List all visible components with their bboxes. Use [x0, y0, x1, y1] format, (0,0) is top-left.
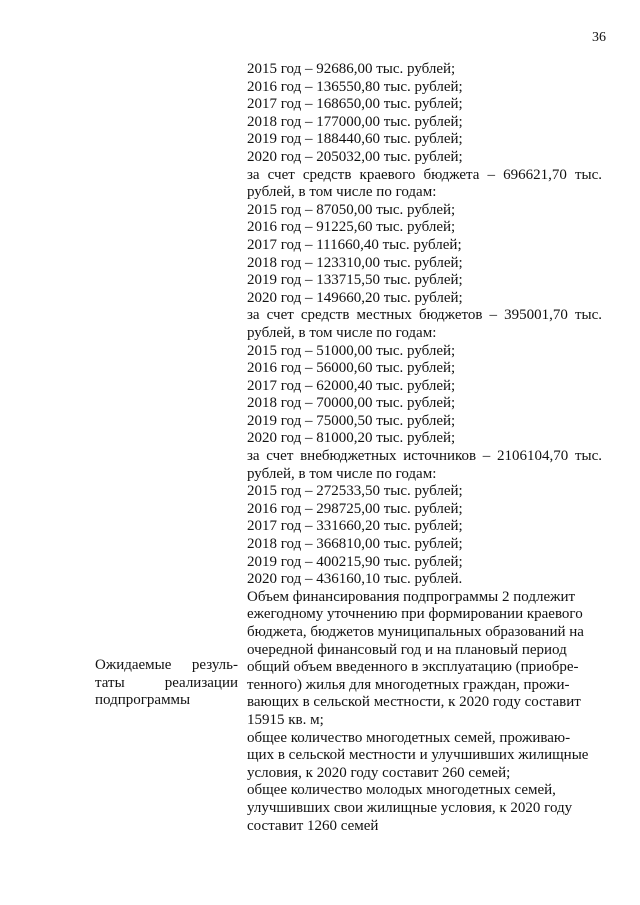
regional-2017: 2017 год – 111660,40 тыс. рублей; [247, 236, 462, 253]
result-housing-area-line-4: 15915 кв. м; [247, 711, 324, 728]
local-2016: 2016 год – 56000,60 тыс. рублей; [247, 360, 456, 377]
expected-results-label-line-1 [95, 657, 238, 675]
local-2018: 2018 год – 70000,00 тыс. рублей; [247, 395, 456, 412]
total-funding-by-year [247, 61, 602, 167]
result-housing-area [247, 659, 602, 729]
extra-2017: 2017 год – 331660,20 тыс. рублей; [247, 518, 463, 535]
page-number: 36 [592, 30, 606, 45]
regional-budget-funding [247, 167, 602, 308]
result-large-families-line-3: условия, к 2020 году составит 260 семей; [247, 764, 511, 781]
local-2019: 2019 год – 75000,50 тыс. рублей; [247, 412, 456, 429]
extra-budget-header-1: за счет внебюджетных источников – 2106104,70 тыс. [247, 448, 602, 465]
extra-2020: 2020 год – 436160,10 тыс. рублей. [247, 571, 463, 588]
result-large-families [247, 730, 602, 783]
total-2018: 2018 год – 177000,00 тыс. рублей; [247, 113, 463, 130]
result-young-families-line-2: улучшивших свои жилищные условия, к 2020 году [247, 799, 573, 816]
result-young-families [247, 782, 602, 835]
expected-results-content [247, 659, 602, 835]
extra-2019: 2019 год – 400215,90 тыс. рублей; [247, 553, 463, 570]
result-housing-area-line-3: вающих в сельской местности, к 2020 году составит [247, 694, 581, 711]
local-2020: 2020 год – 81000,20 тыс. рублей; [247, 430, 456, 447]
total-2016: 2016 год – 136550,80 тыс. рублей; [247, 78, 463, 95]
local-2015: 2015 год – 51000,00 тыс. рублей; [247, 342, 456, 359]
result-housing-area-line-2: тенного) жилья для многодетных граждан, прожи- [247, 676, 570, 693]
funding-note-line-3: бюджета, бюджетов муниципальных образований на [247, 624, 584, 640]
regional-2020: 2020 год – 149660,20 тыс. рублей; [247, 289, 463, 306]
result-large-families-line-1: общее количество многодетных семей, проживаю- [247, 729, 571, 746]
label-word: реализации [164, 674, 238, 691]
regional-2015: 2015 год – 87050,00 тыс. рублей; [247, 201, 456, 218]
funding-note-line-2: ежегодному уточнению при формировании краевого [247, 606, 583, 623]
extra-2015: 2015 год – 272533,50 тыс. рублей; [247, 483, 463, 500]
result-housing-area-line-1: общий объем введенного в эксплуатацию (приобре- [247, 659, 579, 676]
label-word: резуль- [191, 657, 238, 673]
regional-budget-header-2: рублей, в том числе по годам: [247, 184, 437, 201]
extra-2016: 2016 год – 298725,00 тыс. рублей; [247, 500, 463, 517]
extra-budget-funding [247, 448, 602, 589]
local-budget-funding [247, 307, 602, 448]
funding-note-line-4: очередной финансовый год и на плановый период [247, 641, 567, 658]
label-word: Ожидаемые [95, 657, 172, 673]
total-2015: 2015 год – 92686,00 тыс. рублей; [247, 61, 456, 77]
result-large-families-line-2: щих в сельской местности и улучшивших жилищные [247, 747, 589, 764]
expected-results-label [95, 657, 238, 710]
funding-note [247, 589, 602, 659]
regional-2018: 2018 год – 123310,00 тыс. рублей; [247, 254, 463, 271]
local-2017: 2017 год – 62000,40 тыс. рублей; [247, 377, 456, 394]
extra-budget-header-2: рублей, в том числе по годам: [247, 465, 437, 482]
program-details-column [247, 61, 602, 835]
extra-2018: 2018 год – 366810,00 тыс. рублей; [247, 536, 463, 553]
funding-note-line-1: Объем финансирования подпрограммы 2 подлежит [247, 588, 576, 605]
total-2019: 2019 год – 188440,60 тыс. рублей; [247, 131, 463, 148]
result-young-families-line-3: составит 1260 семей [247, 817, 379, 834]
expected-results-label-line-3: подпрограммы [95, 692, 191, 709]
total-2020: 2020 год – 205032,00 тыс. рублей; [247, 148, 463, 165]
result-young-families-line-1: общее количество молодых многодетных семей, [247, 782, 556, 799]
expected-results-label-line-2 [95, 675, 238, 693]
label-word: таты [95, 674, 125, 691]
regional-budget-header-1: за счет средств краевого бюджета – 696621,70 тыс. [247, 166, 602, 183]
local-budget-header-1: за счет средств местных бюджетов – 395001,70 тыс. [247, 307, 602, 324]
total-2017: 2017 год – 168650,00 тыс. рублей; [247, 96, 463, 113]
regional-2019: 2019 год – 133715,50 тыс. рублей; [247, 272, 463, 289]
local-budget-header-2: рублей, в том числе по годам: [247, 324, 437, 341]
regional-2016: 2016 год – 91225,60 тыс. рублей; [247, 219, 456, 236]
